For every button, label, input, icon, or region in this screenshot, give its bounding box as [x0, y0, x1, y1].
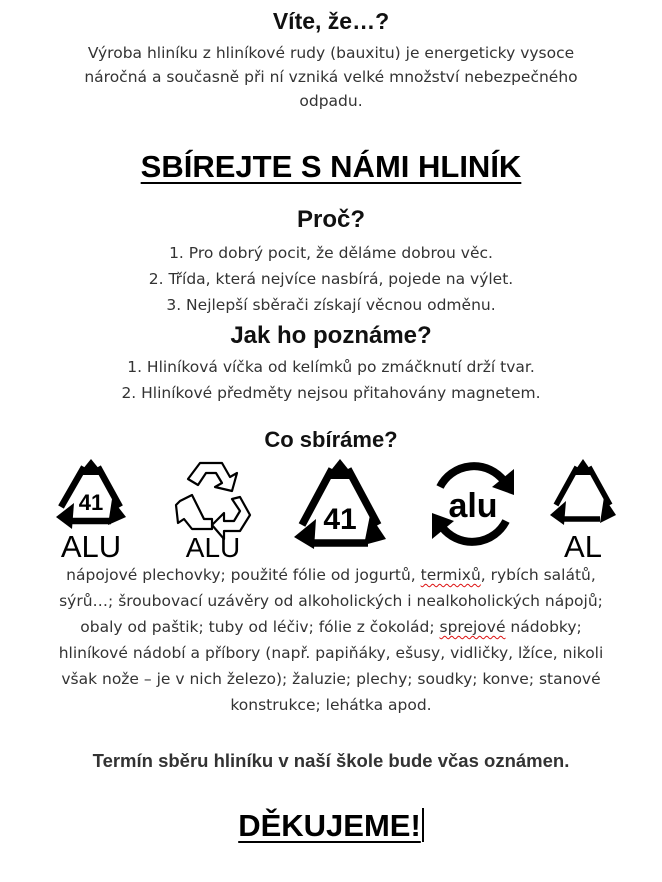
intro-line: náročná a současně při ní vzniká velké množství nebezpečného [84, 68, 578, 86]
list-item: 3. Nejlepší sběrači získají věcnou odměnu. [166, 296, 496, 314]
text-fragment: , rybích salátů, [480, 566, 596, 584]
symbol-label: ALU [185, 532, 241, 563]
thanks-heading [0, 808, 662, 844]
list-item: 1. Hliníková víčka od kelímků po zmáčknutí drží tvar. [127, 358, 535, 376]
text-line [18, 614, 644, 640]
collection-notice: Termín sběru hliníku v naší škole bude včas oznámen. [92, 750, 570, 771]
symbol-label: ALU [60, 529, 122, 563]
symbol-number: 41 [78, 490, 104, 515]
symbol-number: 41 [323, 503, 357, 536]
text-line: však nože – je v nich železo); žaluzie; plechy; soudky; konve; stanové [61, 670, 601, 688]
intro-paragraph [40, 41, 622, 113]
symbol-label: alu [448, 487, 498, 525]
recycle-triangle-41-icon [288, 455, 392, 559]
text-fragment: nádobky; [505, 618, 582, 636]
recycle-triangle-al-icon [544, 455, 620, 563]
recycle-triangle-41-alu-icon [48, 455, 134, 563]
why-heading: Proč? [296, 206, 365, 233]
collect-heading: Co sbíráme? [264, 427, 398, 452]
text-line: konstrukce; lehátka apod. [230, 696, 432, 714]
spellcheck-word: sprejové [439, 618, 506, 636]
text-fragment: nápojové plechovky; použité fólie od jogurtů, [66, 566, 421, 584]
text-cursor [422, 808, 424, 842]
text-line: sýrů…; šroubovací uzávěry od alkoholických i nealkoholických nápojů; [59, 592, 603, 610]
symbol-label: AL [564, 529, 602, 563]
main-heading-text: SBÍREJTE S NÁMI HLINÍK [140, 149, 522, 184]
list-item: 1. Pro dobrý pocit, že děláme dobrou věc. [169, 244, 493, 262]
text-line [18, 562, 644, 588]
intro-line: odpadu. [299, 92, 363, 110]
why-list [0, 240, 662, 318]
text-line: hliníkové nádobí a příbory (např. papiňáky, ešusy, vidličky, lžíce, nikoli [58, 644, 604, 662]
collected-items-text [18, 562, 644, 718]
how-list [0, 354, 662, 406]
recycle-arrows-alu-icon [170, 455, 256, 563]
recycling-symbols [0, 455, 662, 565]
spellcheck-word: termixů [420, 566, 481, 584]
intro-line: Výroba hliníku z hliníkové rudy (bauxitu) je energeticky vysoce [87, 44, 575, 62]
how-heading: Jak ho poznáme? [230, 322, 432, 349]
main-heading [0, 149, 662, 185]
alu-circle-icon [424, 455, 522, 553]
intro-heading: Víte, že…? [272, 8, 390, 34]
list-item: 2. Hliníkové předměty nejsou přitahovány magnetem. [121, 384, 541, 402]
thanks-text: DĚKUJEME! [238, 808, 421, 843]
list-item: 2. Třída, která nejvíce nasbírá, pojede na výlet. [148, 270, 514, 288]
text-fragment: obaly od paštik; tuby od léčiv; fólie z čokolád; [80, 618, 440, 636]
